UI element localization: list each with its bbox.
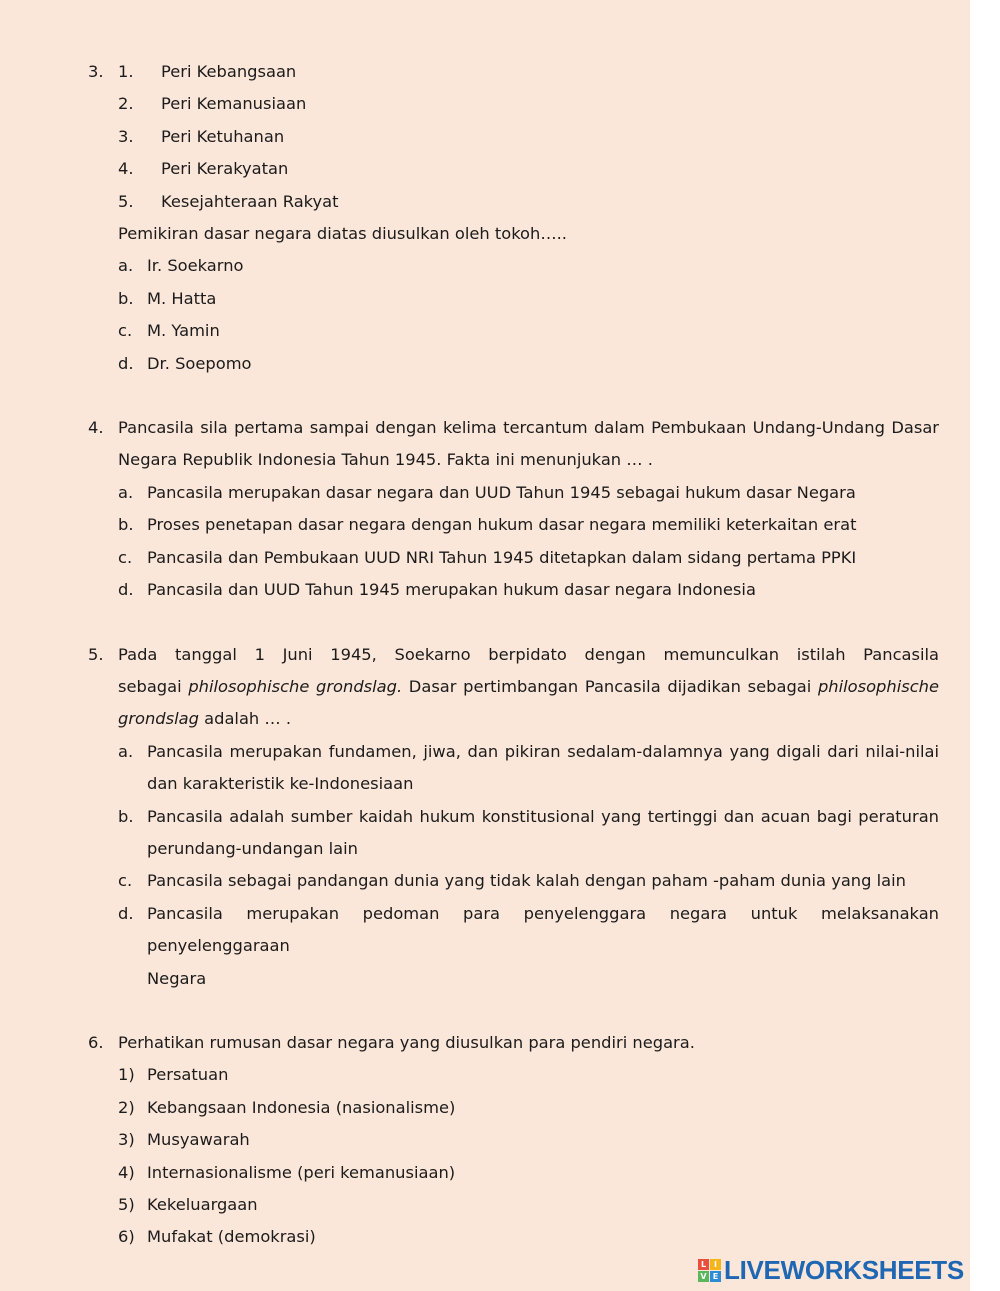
list-item: 4) Internasionalisme (peri kemanusiaan) [118, 1162, 456, 1182]
answer-option-c[interactable]: c. Pancasila dan Pembukaan UUD NRI Tahun 1945 ditetapkan dalam sidang pertama PPKI [118, 547, 857, 567]
liveworksheets-logo[interactable] [698, 1256, 964, 1284]
question-number: 6. [88, 1032, 104, 1052]
question-5 [88, 639, 939, 995]
question-text: Negara Republik Indonesia Tahun 1945. Fakta ini menunjukan … . [118, 450, 653, 470]
question-number: 3. [88, 62, 104, 81]
answer-option-c[interactable]: c. Pancasila sebagai pandangan dunia yang tidak kalah dengan paham -paham dunia yang lain [118, 871, 906, 891]
question-text: Pada tanggal 1 Juni 1945, Soekarno berpidato dengan memunculkan istilah Pancasila [118, 644, 939, 664]
question-text: Pemikiran dasar negara diatas diusulkan oleh tokoh….. [118, 224, 567, 244]
answer-option-d[interactable]: d. Dr. Soepomo [118, 353, 252, 373]
list-item: 5. Kesejahteraan Rakyat [118, 191, 339, 211]
list-item: 4. Peri Kerakyatan [118, 159, 289, 179]
question-text: sebagai philosophische grondslag. Dasar pertimbangan Pancasila dijadikan sebagai philosophische [118, 676, 939, 696]
list-item: 1. Peri Kebangsaan [118, 62, 297, 81]
question-text: Pancasila sila pertama sampai dengan kelima tercantum dalam Pembukaan Undang-Undang Dasar [118, 418, 939, 438]
answer-option-b[interactable]: b. Pancasila adalah sumber kaidah hukum konstitusional yang tertinggi dan acuan bagi peraturan perundang-undangan lain [118, 806, 939, 858]
question-text: Perhatikan rumusan dasar negara yang diusulkan para pendiri negara. [118, 1032, 695, 1052]
answer-option-a[interactable]: a. Ir. Soekarno [118, 256, 244, 276]
list-item: 6) Mufakat (demokrasi) [118, 1227, 316, 1247]
question-number: 4. [88, 418, 104, 438]
worksheet-content [88, 56, 939, 1254]
answer-option-d[interactable]: d. Pancasila merupakan pedoman para penyelenggara negara untuk melaksanakan penyelenggaraan Negara [118, 903, 939, 988]
answer-option-d[interactable]: d. Pancasila dan UUD Tahun 1945 merupakan hukum dasar negara Indonesia [118, 580, 756, 600]
question-6 [88, 1027, 939, 1254]
answer-option-b[interactable]: b. Proses penetapan dasar negara dengan hukum dasar negara memiliki keterkaitan erat [118, 515, 857, 535]
logo-mark-icon: L I V E [698, 1259, 721, 1282]
list-item: 2) Kebangsaan Indonesia (nasionalisme) [118, 1097, 456, 1117]
answer-option-a[interactable]: a. Pancasila merupakan fundamen, jiwa, dan pikiran sedalam-dalamnya yang digali dari nilai-nilai dan karakteristik ke-Indonesiaan [118, 741, 939, 794]
list-item: 1) Persatuan [118, 1065, 229, 1085]
list-item: 3) Musyawarah [118, 1130, 250, 1150]
answer-option-c[interactable]: c. M. Yamin [118, 321, 220, 341]
question-number: 5. [88, 644, 104, 664]
question-text: grondslag adalah … . [118, 709, 292, 729]
list-item: 5) Kekeluargaan [118, 1195, 258, 1214]
answer-option-b[interactable]: b. M. Hatta [118, 288, 217, 308]
list-item: 3. Peri Ketuhanan [118, 126, 285, 146]
question-4 [88, 412, 939, 606]
logo-text: LIVEWORKSHEETS [724, 1254, 964, 1285]
list-item: 2. Peri Kemanusiaan [118, 94, 307, 114]
question-3 [88, 56, 939, 380]
answer-option-a[interactable]: a. Pancasila merupakan dasar negara dan UUD Tahun 1945 sebagai hukum dasar Negara [118, 482, 856, 502]
